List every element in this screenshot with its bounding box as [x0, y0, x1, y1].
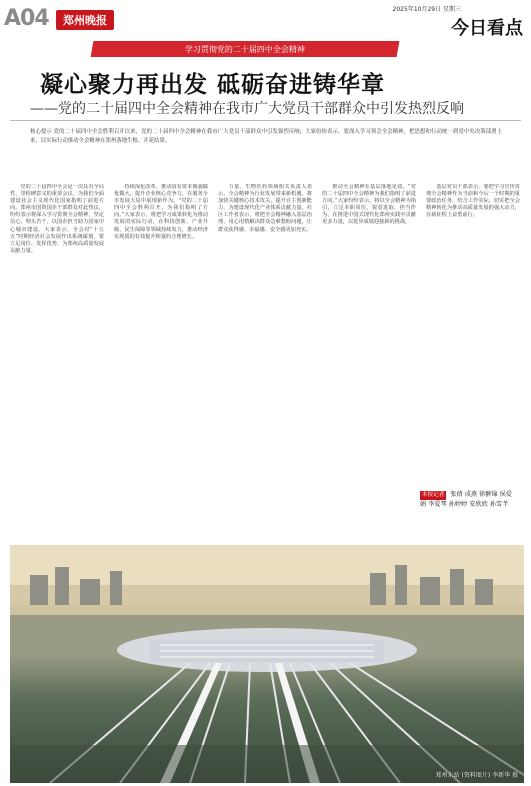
station-aerial-photo — [10, 545, 524, 783]
page-number: A04 — [4, 6, 49, 31]
section-title: 今日看点 — [451, 18, 523, 39]
lead-paragraph: 核心提示 党的二十届四中全会胜利召开以来，党的二十届四中全会精神在我市广大党员干部群众中引发强烈反响，大家纷纷表示，要深入学习领会全会精神，把思想和行动统一到党中央决策部署上来，以实际行动推动全会精神在郑州落地生根、开花结果。 — [30, 129, 502, 144]
newspaper-logo: 郑州晚报 — [56, 10, 114, 30]
divider — [10, 120, 521, 121]
issue-date: 2025年10月29日 星期三 — [392, 6, 461, 13]
photo-illustration — [10, 545, 524, 783]
article-column-3: 力量。生物医药领域相关负责人表示，全会精神为行业发展带来新机遇，将加快关键核心技术攻关，提升自主创新能力，为建设现代化产业体系贡献力量。社区工作者表示，将把全会精神融入基层治理，用心用情解决群众急难愁盼问题，让群众获得感、幸福感、安全感更加充实。 — [218, 184, 312, 233]
photo-credit: 郑州东站 (资料图片) 李新华 摄 — [435, 772, 518, 779]
headline: 凝心聚力再出发 砥砺奋进铸华章 — [40, 71, 386, 98]
topic-ribbon — [91, 41, 400, 57]
article-column-4: 推动全会精神在基层落地见效。“党的二十届四中全会精神为我们指明了前进方向。”大家纷纷表示，将以全会精神为指引，立足本职岗位，锐意进取，担当作为，在推进中国式现代化郑州实践中贡献更多力量，以优异成绩迎接新的挑战。 — [322, 184, 416, 226]
article-column-2: 持续深化改革，推动国有资本做强做优做大，提升企业核心竞争力，在服务全市发展大局中展现新作为。“党的二十届四中全会胜利召开，为我们指明了方向。”大家表示，将把学习成果转化为推动发展的实际行动，在科技创新、产业升级、民生保障等领域持续发力，推动经济实现质的有效提升和量的合理增长。 — [114, 184, 208, 240]
reporter-names: 张倩 成燕 徐翀锦 侯爱娟 李爱琴 孙婷婷 安欣欣 孙雪芊 — [420, 491, 512, 508]
article-column-1: 党的二十届四中全会是一次具有全局性、里程碑意义的重要会议，为我们全面建设社会主义现代化国家指明了前进方向。郑州市国资国企干部群众对此热议，纷纷表示将深入学习贯彻全会精神，坚定信心、埋头苦干，以国企担当助力国家中心城市建设。大家表示，全会对“十五五”时期经济社会发展作出系统谋划，要立足岗位、发挥优势，为郑州高质量发展贡献力量。 — [10, 184, 104, 254]
article-column-5: 基层党员干部表示，要把学习宣传贯彻全会精神作为当前和今后一个时期的重要政治任务，结合工作实际，切实把全会精神转化为推动高质量发展的强大动力，在新征程上奋勇前行。 — [426, 184, 520, 219]
topic-ribbon-text: 学习贯彻党的二十届四中全会精神 — [185, 44, 305, 54]
subheadline: ——党的二十届四中全会精神在我市广大党员干部群众中引发热烈反响 — [30, 101, 464, 117]
reporter-credits — [420, 490, 516, 509]
masthead — [0, 0, 531, 46]
reporter-label: 本报记者 — [422, 492, 445, 498]
